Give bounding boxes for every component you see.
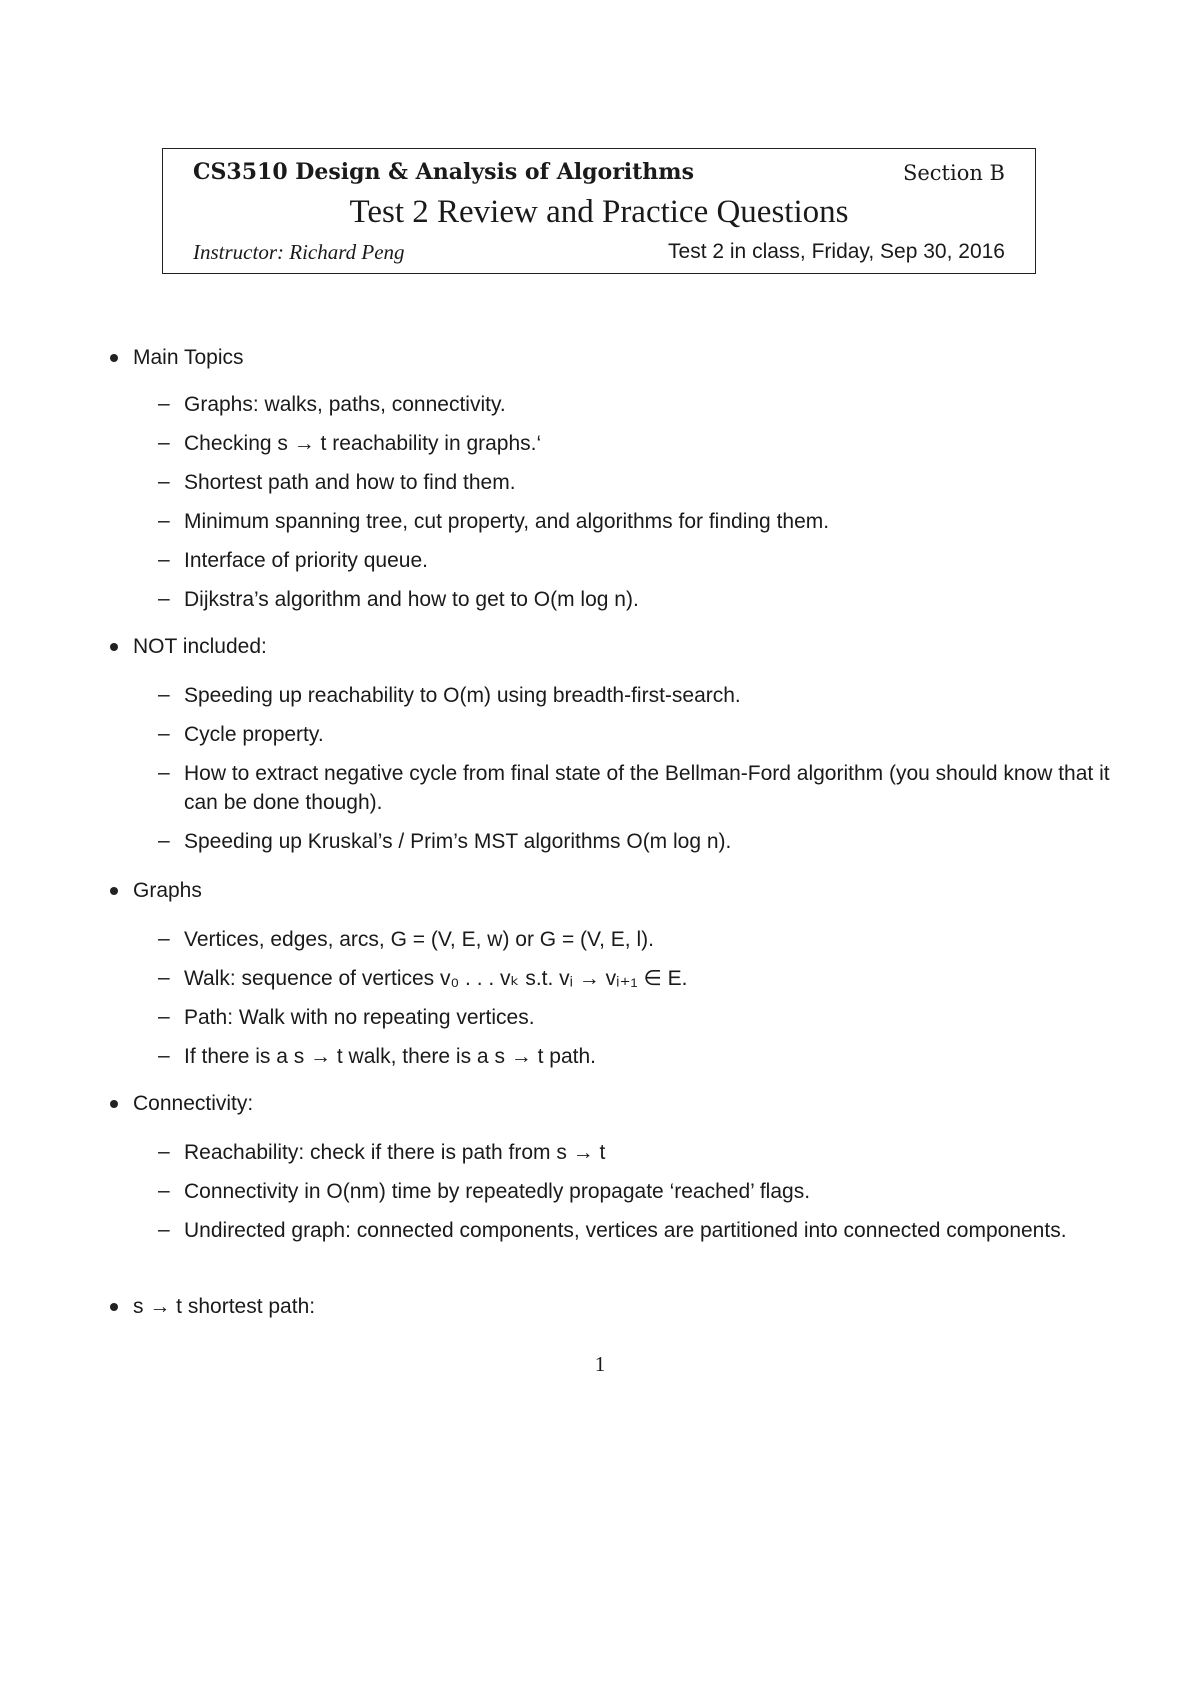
dash-icon: – (158, 431, 170, 454)
item-text: Shortest path and how to find them. (184, 471, 516, 494)
dash-icon: – (158, 683, 170, 706)
item-text: Undirected graph: connected components, vertices are partitioned into connected components. (184, 1219, 1067, 1242)
bullet-icon (110, 643, 118, 651)
item-text: Connectivity in O(nm) time by repeatedly propagate ‘reached’ flags. (184, 1180, 811, 1203)
bullet-icon (110, 354, 118, 362)
item-text: Reachability: check if there is path from s → t (184, 1141, 606, 1164)
header-row-info (193, 237, 1005, 267)
item-text: Walk: sequence of vertices v₀ . . . vₖ s.t. vᵢ → vᵢ₊₁ ∈ E. (184, 967, 688, 990)
page-number: 1 (594, 1352, 606, 1376)
item-text: Vertices, edges, arcs, G = (V, E, w) or G = (V, E, l). (184, 928, 654, 951)
dash-icon: – (158, 1005, 170, 1028)
dash-icon: – (158, 548, 170, 571)
dash-icon: – (158, 722, 170, 745)
instructor-name: Instructor: Richard Peng (193, 239, 405, 264)
dash-icon: – (158, 587, 170, 610)
item-text: Minimum spanning tree, cut property, and algorithms for finding them. (184, 510, 830, 533)
header-box (162, 148, 1036, 274)
bullet-icon (110, 1100, 118, 1108)
dash-icon: – (158, 392, 170, 415)
header-row-title (193, 189, 1005, 235)
item-text: Interface of priority queue. (184, 549, 428, 572)
course-title: CS3510 Design & Analysis of Algorithms (193, 159, 694, 185)
header-row-course (193, 151, 1005, 185)
item-text: Cycle property. (184, 723, 324, 746)
section-label: Graphs (133, 879, 202, 902)
dash-icon: – (158, 829, 170, 852)
dash-icon: – (158, 509, 170, 532)
item-text: Graphs: walks, paths, connectivity. (184, 393, 506, 416)
dash-icon: – (158, 927, 170, 950)
bullet-icon (110, 1303, 118, 1311)
dash-icon: – (158, 1140, 170, 1163)
dash-icon: – (158, 1179, 170, 1202)
item-text: Speeding up Kruskal’s / Prim’s MST algorithms O(m log n). (184, 830, 732, 853)
bullet-icon (110, 887, 118, 895)
item-text: Speeding up reachability to O(m) using breadth-first-search. (184, 684, 741, 707)
dash-icon: – (158, 966, 170, 989)
document-title: Test 2 Review and Practice Questions (349, 194, 849, 230)
item-text: Dijkstra’s algorithm and how to get to O(m log n). (184, 588, 639, 611)
dash-icon: – (158, 761, 170, 784)
section-label: Main Topics (133, 346, 244, 369)
dash-icon: – (158, 470, 170, 493)
section-label: Section B (902, 161, 1005, 185)
test-date: Test 2 in class, Friday, Sep 30, 2016 (668, 240, 1005, 263)
item-text: If there is a s → t walk, there is a s → t path. (184, 1045, 596, 1068)
dash-icon: – (158, 1218, 170, 1241)
section-label: s → t shortest path: (133, 1295, 316, 1318)
item-text: Checking s → t reachability in graphs.‘ (184, 432, 542, 455)
dash-icon: – (158, 1044, 170, 1067)
section-label: NOT included: (133, 635, 267, 658)
section-label: Connectivity: (133, 1092, 254, 1115)
item-text: Path: Walk with no repeating vertices. (184, 1006, 535, 1029)
item-text: How to extract negative cycle from final state of the Bellman-Ford algorithm (you should know that it can be done though). (184, 762, 1110, 814)
